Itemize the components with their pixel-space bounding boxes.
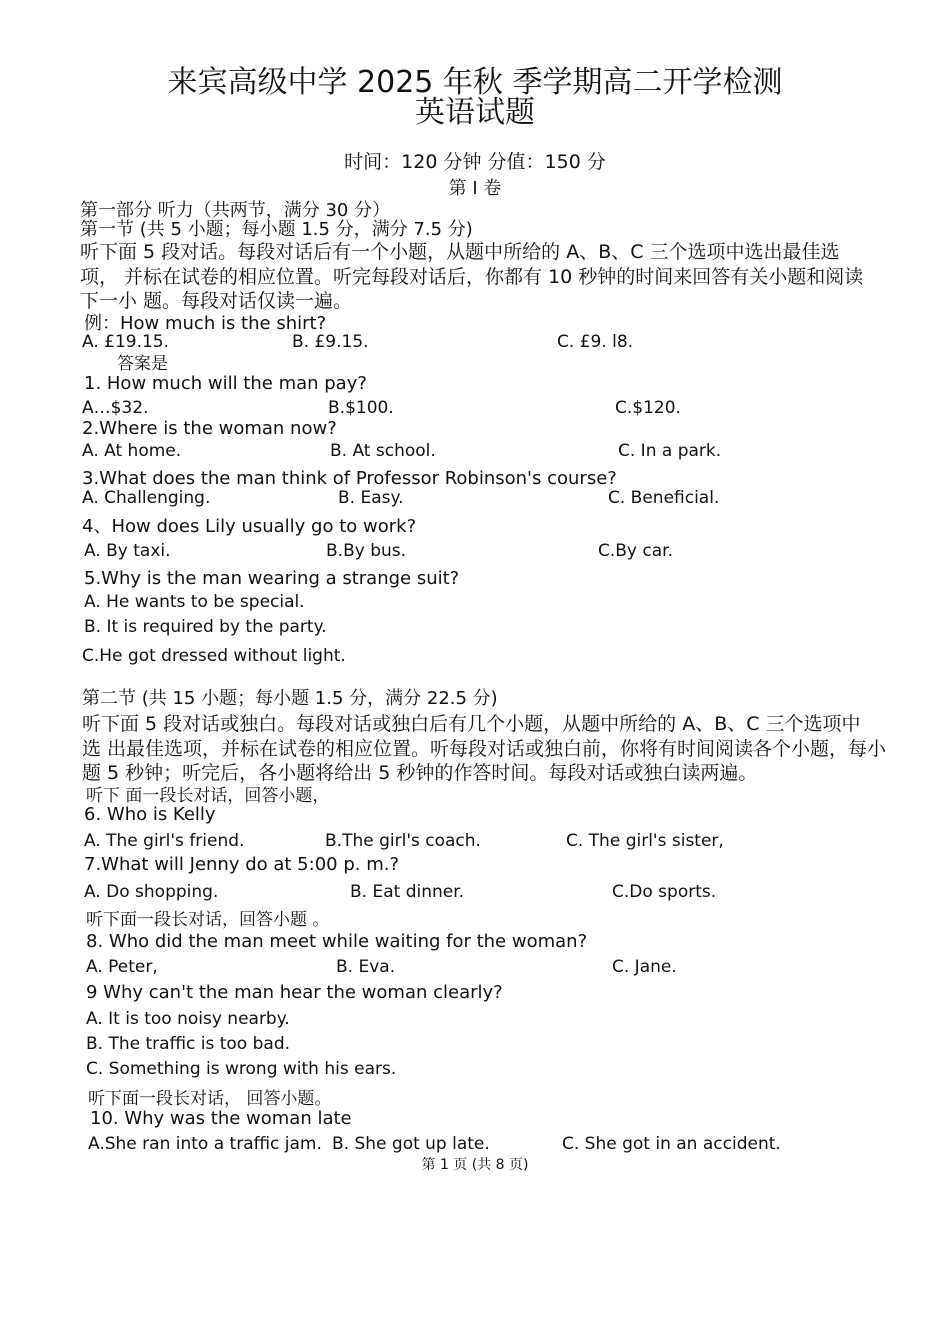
example-option-c: C. £9. l8.: [557, 332, 634, 352]
example-question: 例：How much is the shirt?: [84, 313, 327, 334]
question-9: 9 Why can't the man hear the woman clearly?: [86, 982, 503, 1003]
question-8: 8. Who did the man meet while waiting for the woman?: [86, 931, 588, 952]
question-1: 1. How much will the man pay?: [84, 373, 367, 394]
q7-option-b: B. Eat dinner.: [350, 882, 465, 902]
instruction-line: 听下面 5 段对话或独白。每段对话或独白后有几个小题，从题中所给的 A、B、C 三个选项中: [82, 713, 861, 735]
q4-option-a: A. By taxi.: [84, 541, 171, 561]
part1-heading: 第一部分 听力（共两节，满分 30 分）: [80, 200, 391, 221]
question-7: 7.What will Jenny do at 5:00 p. m.?: [84, 854, 399, 875]
exam-subject: 英语试题: [415, 95, 535, 130]
question-4: 4、How does Lily usually go to work?: [82, 516, 417, 537]
question-6: 6. Who is Kelly: [84, 804, 216, 825]
time-and-score: 时间：120 分钟 分值：150 分: [344, 151, 606, 173]
q5-option-b: B. It is required by the party.: [84, 617, 327, 637]
q5-option-a: A. He wants to be special.: [84, 592, 305, 612]
q3-option-b: B. Easy.: [338, 488, 404, 508]
question-5: 5.Why is the man wearing a strange suit?: [84, 568, 460, 589]
section1-heading: 第一节 (共 5 小题；每小题 1.5 分，满分 7.5 分): [80, 219, 473, 240]
page-number: 第 1 页 (共 8 页): [421, 1157, 529, 1173]
q8-option-b: B. Eva.: [336, 957, 396, 977]
q7-option-a: A. Do shopping.: [84, 882, 219, 902]
volume-label: 第 Ⅰ 卷: [448, 178, 502, 199]
instruction-line: 下一小 题。每段对话仅读一遍。: [80, 290, 353, 312]
exam-title: 来宾高级中学 2025 年秋 季学期高二开学检测: [167, 65, 783, 100]
q3-option-a: A. Challenging.: [82, 488, 211, 508]
dialogue-lead: 听下 面一段长对话，回答小题，: [86, 786, 330, 806]
q2-option-c: C. In a park.: [618, 441, 722, 461]
instruction-line: 题 5 秒钟；听完后，各小题将给出 5 秒钟的作答时间。每段对话或独白读两遍。: [82, 762, 758, 784]
q7-option-c: C.Do sports.: [612, 882, 717, 902]
example-option-b: B. £9.15.: [292, 332, 369, 352]
q9-option-b: B. The traffic is too bad.: [86, 1034, 291, 1054]
q10-option-a: A.She ran into a traffic jam.: [88, 1134, 322, 1154]
section2-heading: 第二节 (共 15 小题；每小题 1.5 分，满分 22.5 分): [82, 688, 498, 709]
dialogue-lead: 听下面一段长对话， 回答小题。: [88, 1089, 332, 1109]
q10-option-c: C. She got in an accident.: [562, 1134, 781, 1154]
instruction-line: 选 出最佳选项，并标在试卷的相应位置。听每段对话或独白前，你将有时间阅读各个小题，每小: [82, 738, 887, 760]
q9-option-a: A. It is too noisy nearby.: [86, 1009, 290, 1029]
q6-option-b: B.The girl's coach.: [325, 831, 481, 851]
dialogue-lead: 听下面一段长对话，回答小题 。: [86, 910, 330, 930]
question-2: 2.Where is the woman now?: [82, 418, 337, 439]
q9-option-c: C. Something is wrong with his ears.: [86, 1059, 397, 1079]
instruction-line: 听下面 5 段对话。每段对话后有一个小题，从题中所给的 A、B、C 三个选项中选出最佳选: [80, 241, 840, 263]
q8-option-a: A. Peter,: [86, 957, 158, 977]
q3-option-c: C. Beneficial.: [608, 488, 720, 508]
q4-option-c: C.By car.: [598, 541, 673, 561]
example-answer: 答案是: [117, 354, 168, 374]
q1-option-c: C.$120.: [615, 398, 681, 418]
q2-option-a: A. At home.: [82, 441, 182, 461]
q6-option-a: A. The girl's friend.: [84, 831, 245, 851]
q2-option-b: B. At school.: [330, 441, 436, 461]
question-10: 10. Why was the woman late: [90, 1108, 352, 1129]
question-3: 3.What does the man think of Professor Robinson's course?: [82, 468, 617, 489]
q1-option-b: B.$100.: [328, 398, 394, 418]
q5-option-c: C.He got dressed without light.: [82, 646, 346, 666]
q8-option-c: C. Jane.: [612, 957, 677, 977]
instruction-line: 项， 并标在试卷的相应位置。听完每段对话后，你都有 10 秒钟的时间来回答有关小题和阅读: [80, 266, 864, 288]
q10-option-b: B. She got up late.: [332, 1134, 490, 1154]
q4-option-b: B.By bus.: [326, 541, 407, 561]
q6-option-c: C. The girl's sister,: [566, 831, 724, 851]
example-option-a: A. £19.15.: [82, 332, 170, 352]
q1-option-a: A…$32.: [82, 398, 149, 418]
